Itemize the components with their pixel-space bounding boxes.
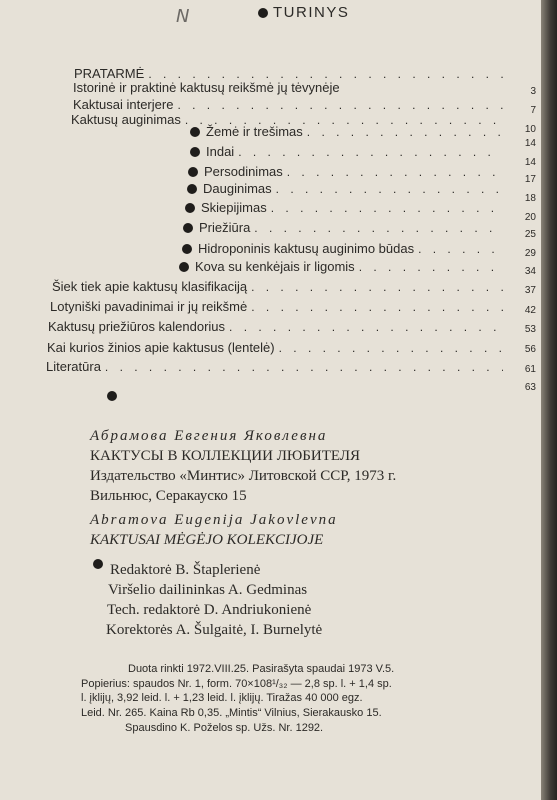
toc-page-number: 34	[524, 266, 536, 277]
toc-entry-label: Žemė ir trešimas	[206, 124, 303, 139]
credit-line: Viršelio dailininkas A. Gedminas	[108, 582, 308, 598]
book-title-ru: КАКТУСЫ В КОЛЛЕКЦИИ ЛЮБИТЕЛЯ	[90, 448, 361, 464]
publication-line: Duota rinkti 1972.VIII.25. Pasirašyta spaudai 1973 V.5.	[128, 663, 395, 675]
toc-page-number: 29	[524, 248, 536, 259]
dot-leader	[177, 98, 503, 112]
dot-leader	[418, 242, 503, 256]
toc-entry-label: Literatūra	[46, 359, 101, 374]
toc-entry-label: Priežiūra	[199, 220, 251, 235]
toc-entry[interactable]	[187, 181, 502, 197]
toc-entry-label: Persodinimas	[204, 164, 283, 179]
toc-page-number: 3	[530, 86, 536, 97]
toc-page-number: 17	[524, 174, 536, 185]
toc-entry[interactable]	[50, 299, 503, 315]
toc-entry[interactable]	[182, 241, 503, 257]
toc-entry[interactable]	[190, 144, 502, 160]
bullet-icon	[190, 127, 200, 137]
bullet-icon	[93, 559, 103, 569]
bullet-icon	[185, 203, 195, 213]
pencil-mark: N	[176, 6, 190, 27]
toc-entry-label: Lotyniški pavadinimai ir jų reikšmė	[50, 299, 248, 314]
toc-page-number: 37	[524, 285, 536, 296]
toc-page-number: 61	[524, 364, 536, 375]
toc-page-number: 42	[524, 305, 536, 316]
publication-line: Popierius: spaudos Nr. 1, form. 70×108¹/₃₂ — 2,8 sp. l. + 1,4 sp.	[81, 678, 392, 690]
toc-entry[interactable]	[183, 220, 503, 236]
dot-leader	[307, 125, 502, 139]
toc-entry-label: Istorinė ir praktinė kaktusų reikšmė jų tėvynėje	[73, 80, 340, 95]
toc-entry-label: Kova su kenkėjais ir ligomis	[195, 259, 355, 274]
dot-leader	[238, 145, 502, 159]
toc-page-number: 20	[524, 212, 536, 223]
toc-entry[interactable]	[188, 164, 502, 180]
dot-leader	[229, 320, 503, 334]
dot-leader	[105, 360, 503, 374]
dot-leader	[359, 260, 503, 274]
toc-entry-label: Indai	[206, 144, 235, 159]
dot-leader	[251, 300, 503, 314]
toc-entry-label: Hidroponinis kaktusų auginimo būdas	[198, 241, 415, 256]
toc-page-number: 10	[524, 124, 536, 135]
author-name-lt: Abramova Eugenija Jakovlevna	[90, 512, 338, 528]
book-edge	[541, 0, 557, 800]
toc-entry[interactable]	[185, 200, 502, 216]
toc-entry-label: Kaktusų priežiūros kalendorius	[48, 319, 226, 334]
publication-line: Leid. Nr. 265. Kaina Rb 0,35. „Mintis“ Vilnius, Sierakausko 15.	[81, 707, 382, 719]
toc-entry[interactable]	[47, 340, 503, 356]
author-name-ru: Абрамова Евгения Яковлевна	[90, 428, 328, 444]
toc-page-number: 7	[530, 105, 536, 116]
bullet-icon	[187, 184, 197, 194]
toc-entry[interactable]	[48, 319, 503, 335]
toc-entry[interactable]	[46, 359, 503, 375]
dot-leader	[287, 165, 502, 179]
bullet-icon	[190, 147, 200, 157]
credit-line: Korektorės A. Šulgaitė, I. Burnelytė	[106, 622, 323, 638]
bullet-icon	[182, 244, 192, 254]
publication-line: l. įklijų, 3,92 leid. l. + 1,23 leid. l. įklijų. Tiražas 40 000 egz.	[81, 692, 363, 704]
toc-page-number: 53	[524, 324, 536, 335]
dot-leader	[279, 341, 503, 355]
credit-line: Tech. redaktorė D. Andriukonienė	[107, 602, 312, 618]
toc-entry-label: Šiek tiek apie kaktusų klasifikaciją	[52, 279, 248, 294]
toc-entry[interactable]	[52, 279, 503, 295]
toc-entry-label: PRATARMĖ	[74, 66, 145, 81]
dot-leader	[254, 221, 503, 235]
toc-entry[interactable]	[73, 97, 503, 113]
toc-page-number: 18	[524, 193, 536, 204]
bullet-icon	[188, 167, 198, 177]
book-title-lt: KAKTUSAI MĖGĖJO KOLEKCIJOJE	[90, 532, 324, 548]
toc-page-number: 56	[524, 344, 536, 355]
dot-leader	[251, 280, 503, 294]
toc-page-number: 14	[524, 157, 536, 168]
toc-page-number: 63	[524, 382, 536, 393]
toc-entry-label: Kai kurios žinios apie kaktusus (lentelė)	[47, 340, 275, 355]
publisher-ru: Издательство «Минтис» Литовской ССР, 1973 г.	[90, 468, 397, 484]
dot-leader	[148, 67, 504, 81]
publication-line: Spausdino K. Poželos sp. Užs. Nr. 1292.	[125, 722, 324, 734]
bullet-icon	[179, 262, 189, 272]
toc-entry-label: Kaktusų auginimas	[71, 112, 181, 127]
page-title: TURINYS	[258, 4, 349, 21]
toc-page-number: 25	[524, 229, 536, 240]
credit-line: Redaktorė B. Štaplerienė	[110, 562, 261, 578]
toc-entry-label: Kaktusai interjere	[73, 97, 174, 112]
dot-leader	[276, 182, 502, 196]
toc-entry[interactable]	[73, 80, 503, 96]
bullet-icon	[183, 223, 193, 233]
toc-page-number: 14	[524, 138, 536, 149]
dot-leader	[271, 201, 502, 215]
toc-entry-label: Skiepijimas	[201, 200, 267, 215]
bullet-icon	[107, 391, 117, 401]
toc-entry[interactable]	[179, 259, 503, 275]
address-ru: Вильнюс, Серакауско 15	[90, 488, 247, 504]
toc-entry[interactable]	[190, 124, 502, 140]
bullet-icon	[258, 8, 268, 18]
toc-entry-label: Dauginimas	[203, 181, 272, 196]
